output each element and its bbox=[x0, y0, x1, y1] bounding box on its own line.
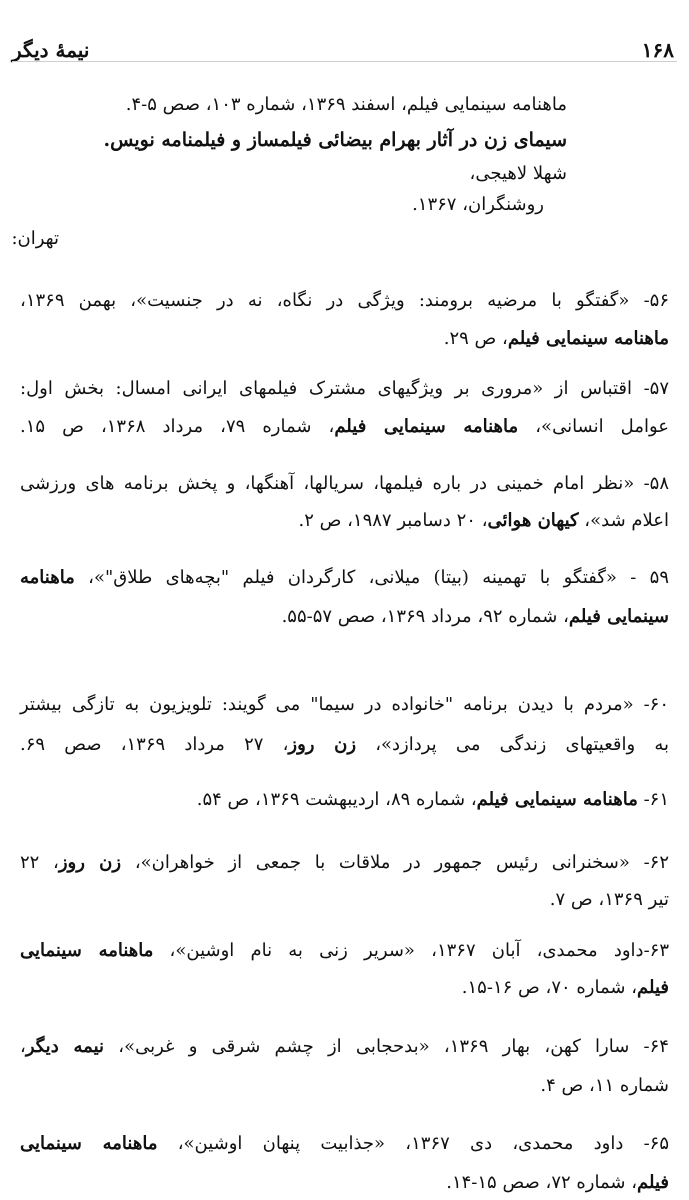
bibliography-entry-text: ۵۶- «گفتگو با مرضیه برومند: ویژگی در نگاه، نه در جنسیت»، بهمن ۱۳۶۹، bbox=[20, 290, 669, 311]
bibliography-entry-line bbox=[20, 1132, 669, 1156]
bibliography-entry-text: ۵۸- «نظر امام خمینی در باره فیلمها، سریالها، آهنگها، و پخش برنامه های ورزشی bbox=[20, 473, 669, 494]
bibliography-entry-line bbox=[20, 851, 669, 875]
bibliography-entry-line bbox=[20, 415, 669, 439]
bibliography-entry-text: فیلم، شماره ۷۲، صص ۱۵-۱۴. bbox=[446, 1172, 669, 1193]
intro-line-3: شهلا لاهیجی، bbox=[469, 163, 567, 184]
intro-line-5: تهران: bbox=[11, 228, 59, 249]
header-rule bbox=[12, 61, 677, 62]
running-title: نیمهٔ دیگر bbox=[12, 38, 90, 62]
bibliography-entry-line bbox=[20, 1035, 669, 1059]
intro-line-2: سیمای زن در آثار بهرام بیضائی فیلمساز و فیلمنامه نویس. bbox=[103, 129, 567, 151]
bibliography-entry-line bbox=[20, 1074, 669, 1098]
bibliography-entry-text: ۶۳-داود محمدی، آبان ۱۳۶۷، «سریر زنی به نام اوشین»، ماهنامه سینمایی bbox=[20, 940, 669, 961]
bibliography-entry-line bbox=[20, 1171, 669, 1195]
bibliography-entry-text: ۵۷- اقتباس از «مروری بر ویژگیهای مشترک فیلمهای ایرانی امسال: بخش اول: bbox=[20, 378, 669, 399]
bibliography-entry-line bbox=[20, 976, 669, 1000]
bibliography-entry-line bbox=[20, 605, 669, 629]
bibliography-entry-text: ۶۵- داود محمدی، دی ۱۳۶۷، «جذابیت پنهان اوشین»، ماهنامه سینمایی bbox=[20, 1133, 669, 1154]
bibliography-entry-line bbox=[20, 289, 669, 313]
intro-line-1: ماهنامه سینمایی فیلم، اسفند ۱۳۶۹، شماره ۱۰۳، صص ۵-۴. bbox=[125, 94, 567, 115]
bibliography-entry-line bbox=[20, 377, 669, 401]
bibliography-entry-text: ۶۱- ماهنامه سینمایی فیلم، شماره ۸۹، اردیبهشت ۱۳۶۹، ص ۵۴. bbox=[196, 789, 669, 810]
bibliography-entry-line bbox=[20, 566, 669, 590]
bibliography-entry-line bbox=[20, 733, 669, 757]
bibliography-entry-text: ۶۲- «سخنرانی رئیس جمهور در ملاقات با جمعی از خواهران»، زن روز، ۲۲ bbox=[20, 852, 670, 873]
bibliography-entry-text: شماره ۱۱، ص ۴. bbox=[540, 1075, 669, 1096]
bibliography-entry-text: ۶۴- سارا کهن، بهار ۱۳۶۹، «بدحجابی از چشم شرقی و غربی»، نیمه دیگر، bbox=[20, 1036, 669, 1057]
bibliography-entry-text: سینمایی فیلم، شماره ۹۲، مرداد ۱۳۶۹، صص ۵۷-۵۵. bbox=[281, 606, 669, 627]
bibliography-entry-line bbox=[20, 939, 669, 963]
intro-line-4: روشنگران، ۱۳۶۷. bbox=[412, 194, 544, 215]
bibliography-entry-text: تیر ۱۳۶۹، ص ۷. bbox=[549, 889, 669, 910]
bibliography-entry-line bbox=[20, 788, 669, 812]
page-number: ۱۶۸ bbox=[641, 38, 674, 62]
bibliography-entry-text: اعلام شد»، کیهان هوائی، ۲۰ دسامبر ۱۹۸۷، ص ۲. bbox=[298, 510, 669, 531]
bibliography-entry-line bbox=[20, 888, 669, 912]
bibliography-entry-text: ماهنامه سینمایی فیلم، ص ۲۹. bbox=[443, 328, 669, 349]
bibliography-entry-line bbox=[20, 509, 669, 533]
bibliography-entry-text: ۵۹ - «گفتگو با تهمینه (بیتا) میلانی، کارگردان فیلم "بچه‌های طلاق"»، ماهنامه bbox=[20, 567, 669, 588]
bibliography-entry-text: به واقعیتهای زندگی می پردازد»، زن روز، ۲۷ مرداد ۱۳۶۹، صص ۶۹. bbox=[20, 734, 669, 755]
bibliography-entry-line bbox=[20, 472, 669, 496]
bibliography-entry-line bbox=[20, 327, 669, 351]
bibliography-entry-text: ۶۰- «مردم با دیدن برنامه "خانواده در سیما" می گویند: تلویزیون به تازگی بیشتر bbox=[20, 694, 669, 715]
bibliography-entry-text: عوامل انسانی»، ماهنامه سینمایی فیلم، شماره ۷۹، مرداد ۱۳۶۸، ص ۱۵. bbox=[20, 416, 669, 437]
bibliography-entry-line bbox=[20, 693, 669, 717]
bibliography-entry-text: فیلم، شماره ۷۰، ص ۱۶-۱۵. bbox=[461, 977, 669, 998]
